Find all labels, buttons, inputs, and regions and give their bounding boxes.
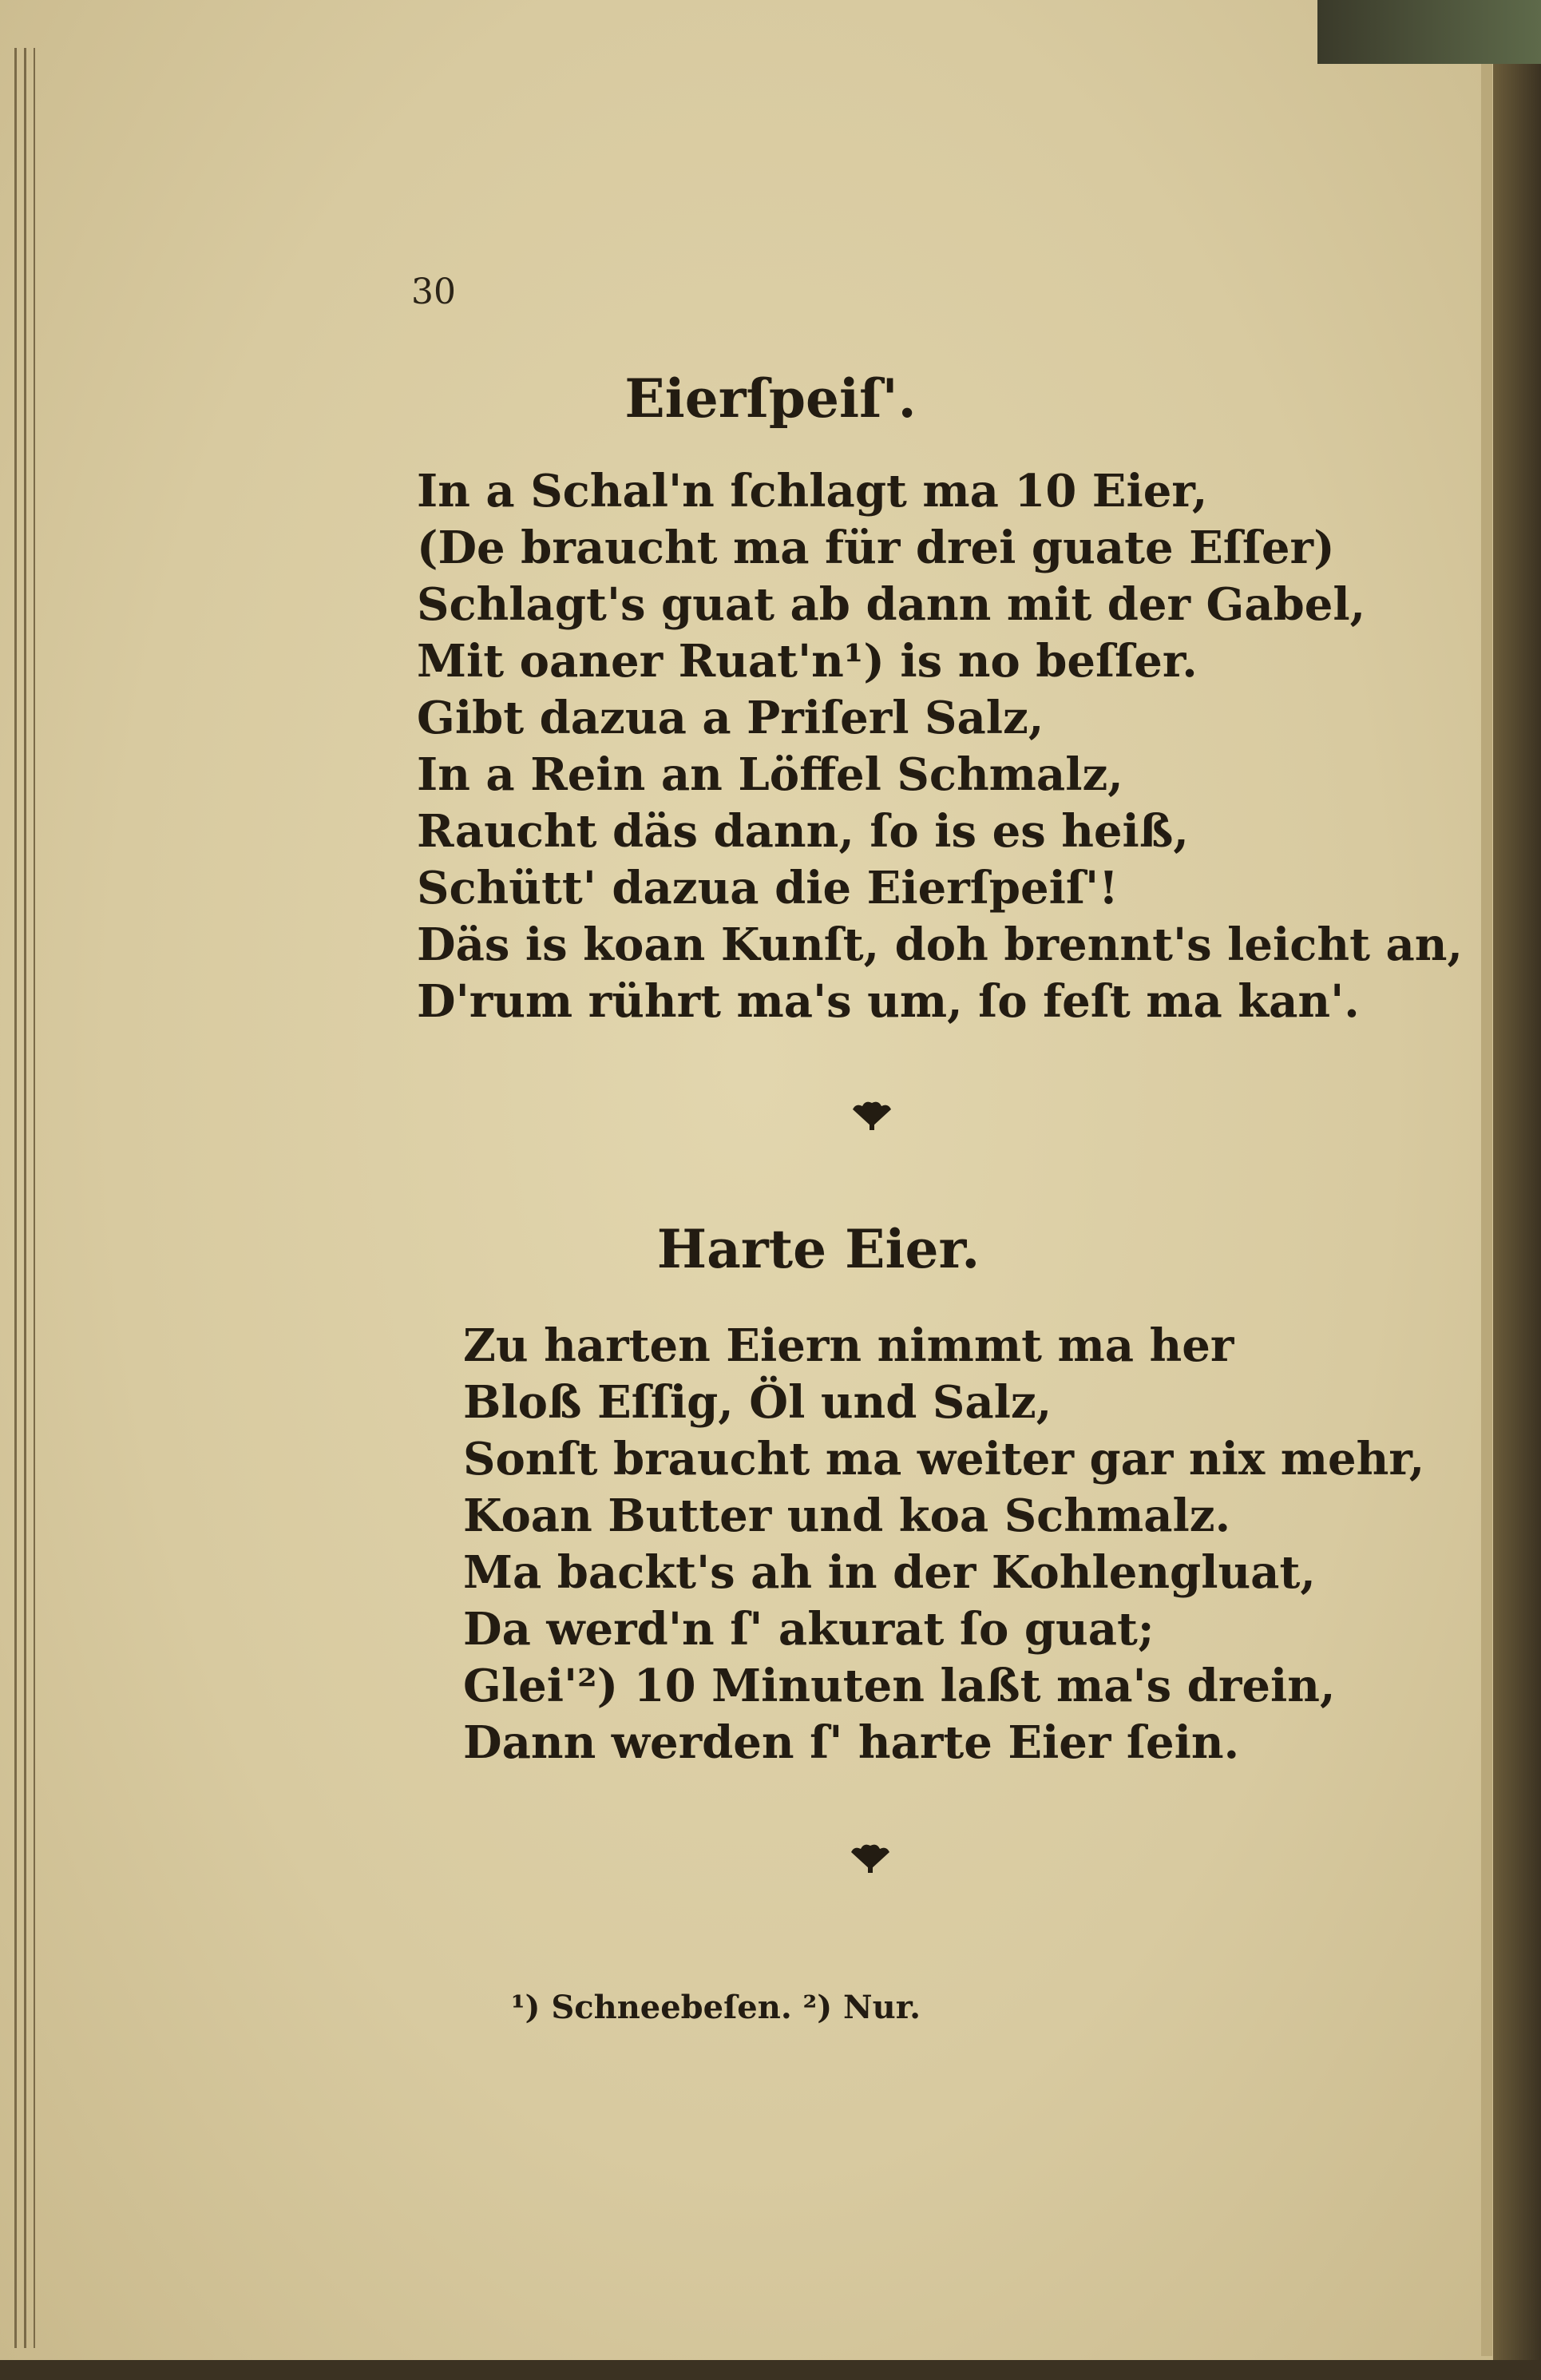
verse-line: Schütt' dazua die Eierſpeiſ'! xyxy=(417,862,1119,914)
verse-line: Gibt dazua a Priſerl Salz, xyxy=(417,692,1044,744)
verse-line: Zu harten Eiern nimmt ma her xyxy=(463,1319,1234,1372)
page-number: 30 xyxy=(411,272,456,312)
verse-line: (De braucht ma für drei guate Eſſer) xyxy=(417,522,1335,574)
verse-line: Da werd'n ſ' akurat ſo guat; xyxy=(463,1603,1155,1656)
verse-line: D'rum rührt ma's um, ſo feſt ma kan'. xyxy=(417,975,1360,1028)
footnotes: ¹) Schneebeſen. ²) Nur. xyxy=(511,1989,921,2026)
verse-line: In a Schal'n ſchlagt ma 10 Eier, xyxy=(417,465,1208,518)
scan-edge-top xyxy=(1317,0,1541,64)
verse-line: Däs is koan Kunſt, doh brennt's leicht an, xyxy=(417,918,1463,971)
poem-body xyxy=(463,1318,1424,1771)
verse-line: Raucht däs dann, ſo is es heiß, xyxy=(417,805,1189,858)
verse-line: Mit oaner Ruat'n¹) is no beſſer. xyxy=(417,635,1198,688)
verse-line: In a Rein an Löffel Schmalz, xyxy=(417,748,1123,801)
poem-body xyxy=(417,463,1463,1030)
poem-title: Eierſpeiſ'. xyxy=(624,367,917,430)
verse-line: Dann werden ſ' harte Eier ſein. xyxy=(463,1716,1240,1769)
verse-line: Schlagt's guat ab dann mit der Gabel, xyxy=(417,578,1366,631)
fan-ornament-icon xyxy=(848,1098,896,1138)
verse-line: Sonſt braucht ma weiter gar nix mehr, xyxy=(463,1433,1425,1486)
poem-title: Harte Eier. xyxy=(656,1218,980,1280)
fan-ornament-icon xyxy=(846,1841,894,1881)
scan-edge-bottom xyxy=(0,2360,1541,2380)
verse-line: Koan Butter und koa Schmalz. xyxy=(463,1489,1231,1542)
verse-line: Glei'²) 10 Minuten laßt ma's drein, xyxy=(463,1660,1336,1712)
verse-line: Bloß Eſſig, Öl und Salz, xyxy=(463,1376,1052,1429)
verse-line: Ma backt's ah in der Kohlengluat, xyxy=(463,1546,1316,1599)
